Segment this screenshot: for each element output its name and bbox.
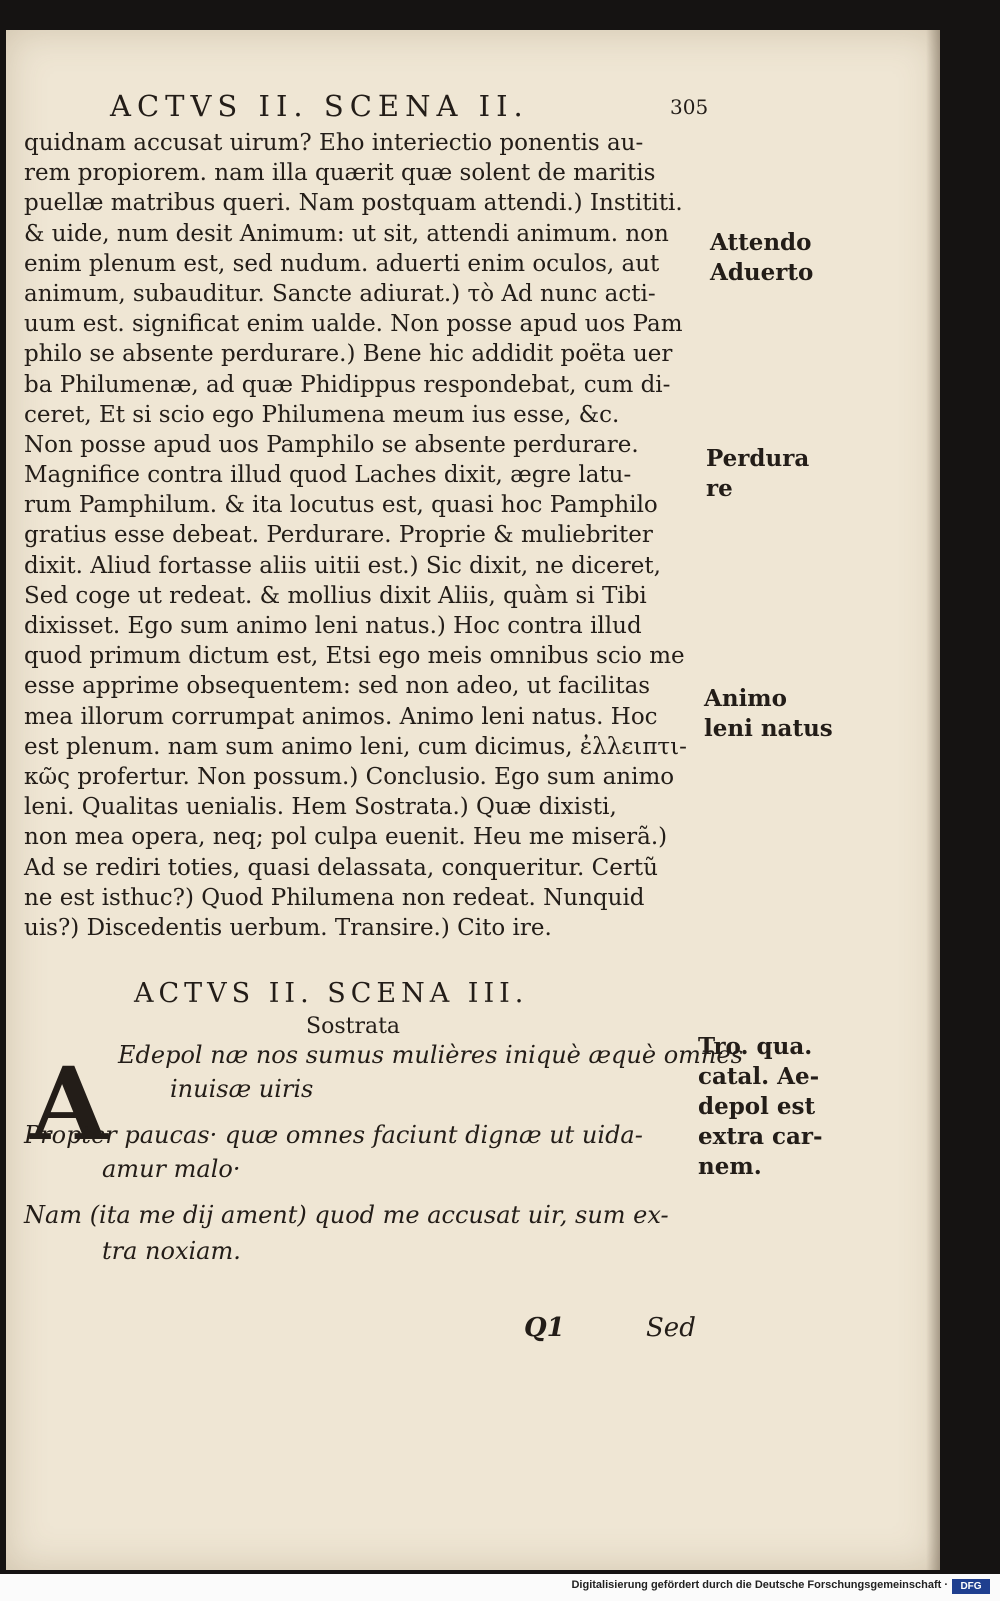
verse-line: inuisæ uiris xyxy=(170,1075,314,1103)
text-line: Magnifice contra illud quod Laches dixit, ægre latu- xyxy=(24,462,632,489)
text-line: gratius esse debeat. Perdurare. Proprie & muliebriter xyxy=(24,522,653,549)
text-line: dixit. Aliud fortasse aliis uitii est.) Sic dixit, ne diceret, xyxy=(24,552,661,579)
commentary-text-block xyxy=(24,128,704,943)
catchword: Sed xyxy=(646,1313,696,1343)
text-line: ba Philumenæ, ad quæ Phidippus respondebat, cum di- xyxy=(24,371,671,398)
margin-note-line: catal. Ae- xyxy=(698,1063,820,1090)
text-line: uum est. significat enim ualde. Non posse apud uos Pam xyxy=(24,311,683,338)
margin-note-line: Animo xyxy=(704,685,787,712)
text-line: rem propiorem. nam illa quærit quæ solent de maritis xyxy=(24,160,656,187)
running-head: ACTVS II. SCENA II. xyxy=(110,89,529,123)
text-line: ne est isthuc?) Quod Philumena non redeat. Nunquid xyxy=(24,884,645,911)
dfg-logo: DFG xyxy=(952,1579,990,1594)
page-number: 305 xyxy=(670,95,709,119)
text-line: Non posse apud uos Pamphilo se absente perdurare. xyxy=(24,431,639,458)
text-line: dixisset. Ego sum animo leni natus.) Hoc contra illud xyxy=(24,613,642,639)
digitization-footer xyxy=(0,1574,1000,1601)
text-line: Sed coge ut redeat. & mollius dixit Aliis, quàm si Tibi xyxy=(24,582,647,609)
scene-heading: ACTVS II. SCENA III. xyxy=(134,978,529,1009)
text-line: uis?) Discedentis uerbum. Transire.) Cito ire. xyxy=(24,914,552,941)
text-line: Ad se rediri toties, quasi delassata, conqueritur. Certũ xyxy=(24,854,658,881)
text-line: ceret, Et si scio ego Philumena meum ius esse, &c. xyxy=(24,401,620,428)
book-page xyxy=(6,30,940,1570)
verse-line: Edepol næ nos sumus mulières iniquè æquè omnes xyxy=(118,1041,743,1069)
margin-note-line: re xyxy=(706,475,733,502)
margin-note-line: Tro. qua. xyxy=(698,1033,813,1060)
text-line: non mea opera, neq; pol culpa euenit. Heu me miserã.) xyxy=(24,824,668,851)
text-line: mea illorum corrumpat animos. Animo leni natus. Hoc xyxy=(24,703,658,730)
verse-line: tra noxiam. xyxy=(102,1237,241,1265)
text-line: philo se absente perdurare.) Bene hic addidit poëta uer xyxy=(24,341,673,368)
speaker-name: Sostrata xyxy=(306,1014,401,1039)
text-line: leni. Qualitas uenialis. Hem Sostrata.) Quæ dixisti, xyxy=(24,794,617,821)
margin-note-line: nem. xyxy=(698,1153,762,1180)
text-line: esse apprime obsequentem: sed non adeo, ut facilitas xyxy=(24,673,651,700)
margin-note-line: Perdura xyxy=(706,445,810,472)
text-line: puellæ matribus queri. Nam postquam attendi.) Instititi. xyxy=(24,190,683,217)
margin-note-line: Attendo xyxy=(710,229,812,256)
text-line: & uide, num desit Animum: ut sit, attendi animum. non xyxy=(24,220,669,247)
margin-note-animo-leni xyxy=(704,684,833,744)
text-line: quidnam accusat uirum? Eho interiectio ponentis au- xyxy=(24,130,644,156)
text-line: rum Pamphilum. & ita locutus est, quasi hoc Pamphilo xyxy=(24,492,658,519)
text-line: quod primum dictum est, Etsi ego meis omnibus scio me xyxy=(24,643,685,670)
text-line: enim plenum est, sed nudum. aduerti enim oculos, aut xyxy=(24,250,660,277)
funding-credit: Digitalisierung gefördert durch die Deutsche Forschungsgemeinschaft · xyxy=(571,1579,948,1591)
margin-note-line: depol est xyxy=(698,1093,816,1120)
margin-note-line: extra car- xyxy=(698,1123,823,1150)
margin-note-attendo xyxy=(710,228,813,288)
text-line: animum, subauditur. Sancte adiurat.) τὸ Ad nunc acti- xyxy=(24,280,656,307)
page-edge-shadow xyxy=(926,30,940,1570)
text-line: est plenum. nam sum animo leni, cum dicimus, ἐλλειπτι- xyxy=(24,733,687,760)
verse-line: Nam (ita me dij ament) quod me accusat uir, sum ex- xyxy=(24,1201,669,1229)
text-line: κῶς profertur. Non possum.) Conclusio. Ego sum animo xyxy=(24,763,675,790)
margin-note-perdurare xyxy=(706,444,809,504)
margin-note-line: leni natus xyxy=(704,715,833,742)
verse-line: Propter paucas· quæ omnes faciunt dignæ ut uida- xyxy=(24,1121,643,1149)
margin-note-line: Aduerto xyxy=(710,259,814,286)
verse-line: amur malo· xyxy=(102,1155,241,1183)
signature-mark: Q1 xyxy=(524,1313,565,1343)
drop-cap: A xyxy=(30,1045,108,1163)
